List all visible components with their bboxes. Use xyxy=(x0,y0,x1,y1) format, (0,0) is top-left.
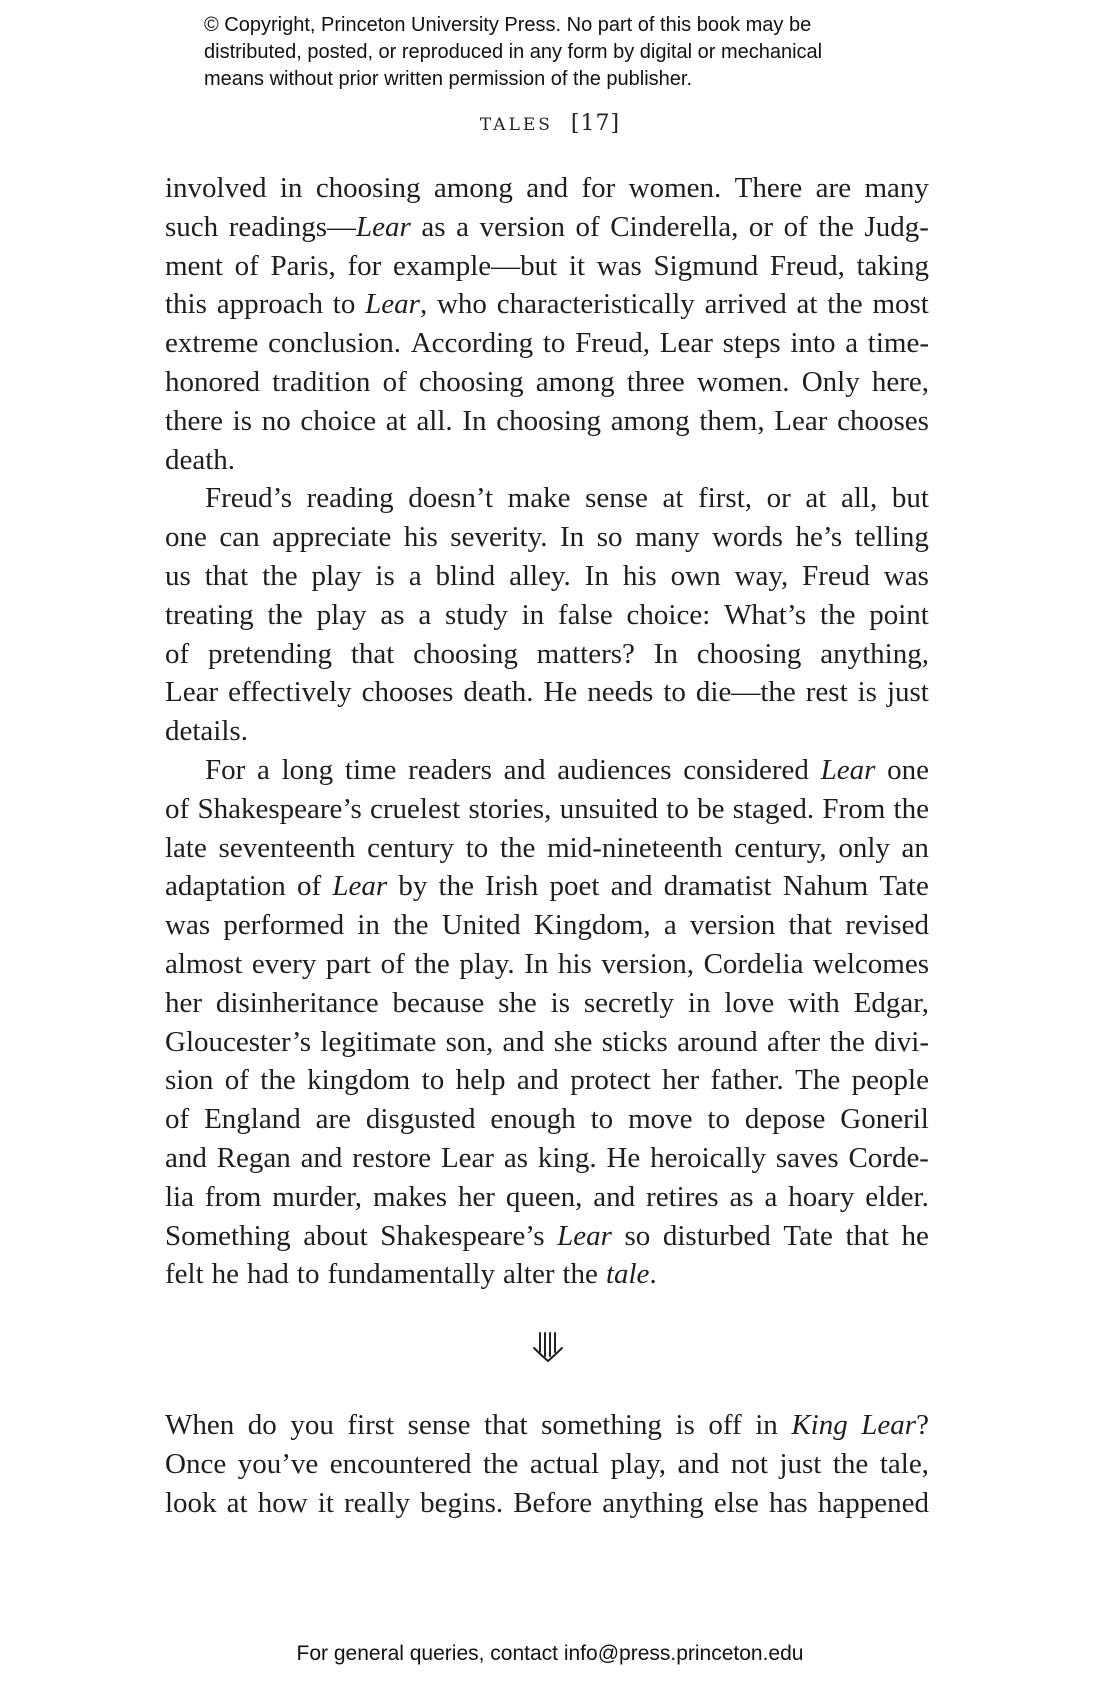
body-text xyxy=(165,169,929,1294)
page-number: [17] xyxy=(570,111,621,136)
text-line: For a long time readers and audiences considered Lear one xyxy=(205,753,929,786)
copyright-line-2: distributed, posted, or reproduced in any form by digital or mechanical xyxy=(204,41,823,63)
copyright-line-3: means without prior written permission of the publisher. xyxy=(204,68,693,90)
text-line: death. xyxy=(165,443,236,476)
text-line: this approach to Lear, who characteristically arrived at the most xyxy=(165,288,929,321)
text-line: treating the play as a study in false choice: What’s the point xyxy=(165,598,929,631)
text-line: such readings—Lear as a version of Cinderella, or of the Judg- xyxy=(165,210,929,243)
paragraph xyxy=(165,479,929,751)
text-line: details. xyxy=(165,715,248,748)
text-line: of England are disgusted enough to move to depose Goneril xyxy=(165,1103,929,1136)
section-two-text xyxy=(165,1406,929,1522)
section-break-ornament-icon xyxy=(530,1330,566,1364)
text-line: was performed in the United Kingdom, a version that revised xyxy=(165,909,929,942)
copyright-line-1: © Copyright, Princeton University Press. No part of this book may be xyxy=(204,14,812,36)
text-line: involved in choosing among and for women. There are many xyxy=(165,172,929,204)
text-line: of Shakespeare’s cruelest stories, unsuited to be staged. From the xyxy=(165,792,929,825)
running-head xyxy=(0,111,1100,136)
text-line: ment of Paris, for example—but it was Sigmund Freud, taking xyxy=(165,249,929,282)
text-line: look at how it really begins. Before anything else has happened xyxy=(165,1486,929,1519)
text-line: her disinheritance because she is secretly in love with Edgar, xyxy=(165,986,929,1019)
running-head-title: TALES xyxy=(479,115,553,135)
text-line: When do you first sense that something is off in King Lear? xyxy=(165,1409,929,1441)
text-line: there is no choice at all. In choosing among them, Lear chooses xyxy=(165,404,929,437)
text-line: Gloucester’s legitimate son, and she sticks around after the divi- xyxy=(165,1025,929,1058)
text-line: Lear effectively chooses death. He needs to die—the rest is just xyxy=(165,676,929,709)
text-line: felt he had to fundamentally alter the tale. xyxy=(165,1258,657,1291)
text-line: of pretending that choosing matters? In choosing anything, xyxy=(165,637,929,670)
text-line: Freud’s reading doesn’t make sense at first, or at all, but xyxy=(205,482,929,515)
paragraph xyxy=(165,751,929,1294)
text-line: Once you’ve encountered the actual play, and not just the tale, xyxy=(165,1447,929,1480)
text-line: sion of the kingdom to help and protect her father. The people xyxy=(165,1064,929,1097)
paragraph xyxy=(165,169,929,479)
text-line: honored tradition of choosing among three women. Only here, xyxy=(165,365,929,398)
text-line: one can appreciate his severity. In so many words he’s telling xyxy=(165,521,929,554)
text-line: lia from murder, makes her queen, and retires as a hoary elder. xyxy=(165,1180,929,1213)
footer-contact: For general queries, contact info@press.princeton.edu xyxy=(296,1642,804,1665)
text-line: Something about Shakespeare’s Lear so disturbed Tate that he xyxy=(165,1219,929,1252)
text-line: us that the play is a blind alley. In his own way, Freud was xyxy=(165,559,929,592)
paragraph xyxy=(165,1406,929,1522)
text-line: almost every part of the play. In his version, Cordelia welcomes xyxy=(165,947,929,980)
copyright-notice xyxy=(204,12,984,93)
text-line: and Regan and restore Lear as king. He heroically saves Corde- xyxy=(165,1141,929,1174)
text-line: adaptation of Lear by the Irish poet and dramatist Nahum Tate xyxy=(165,870,929,903)
text-line: late seventeenth century to the mid-nineteenth century, only an xyxy=(165,831,929,864)
text-line: extreme conclusion. According to Freud, Lear steps into a time- xyxy=(165,327,929,360)
